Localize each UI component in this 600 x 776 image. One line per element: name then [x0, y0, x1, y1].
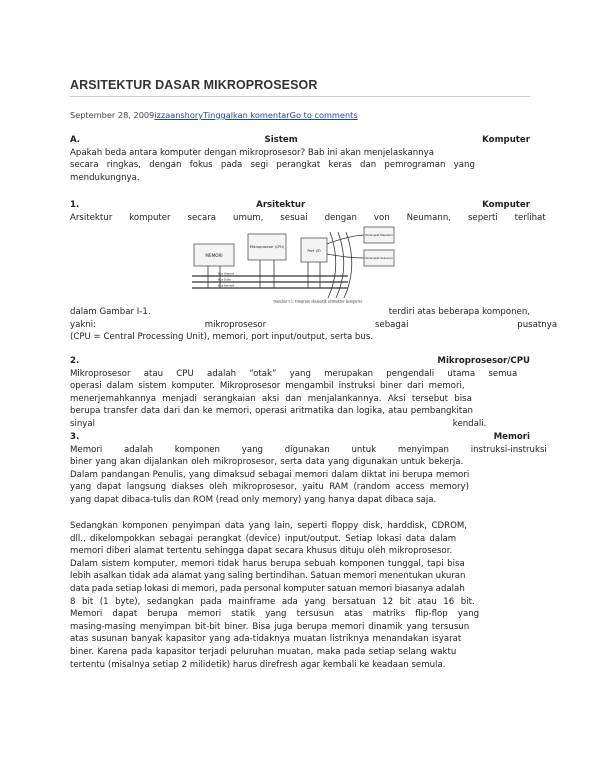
paragraph-line: biner yang akan dijalankan oleh mikroprosesor, serta data yang digunakan untuk bekerja. [70, 457, 464, 468]
paragraph-line: yang dapat langsung diakses oleh mikroprosesor, yaitu RAM (random access memory) [70, 482, 470, 493]
section-a-heading-word1: Sistem [264, 135, 298, 145]
paragraph-line: atas susunan banyak kapasitor yang ada-tidaknya muatan listriknya menandakan isyarat [70, 634, 462, 645]
address-bus-label: Bus Alamat [218, 271, 234, 276]
paragraph-line: dll., dikelompokkan sebagai perangkat (device) input/output. Setiap lokasi data dalam [70, 533, 457, 544]
title-divider [70, 96, 530, 97]
paragraph-line: data pada setiap lokasi di memori, pada personal komputer satuan memori biasanya adalah [70, 583, 465, 594]
leave-comment-link[interactable]: Tinggalkan komentar [203, 110, 290, 120]
section-3-heading-word: Memori [493, 432, 530, 442]
section-2 [70, 355, 530, 431]
paragraph-line: yakni: mikroprosesor sebagai pusatnya [70, 319, 558, 330]
paragraph-line: Sedangkan komponen penyimpan data yang lain, seperti floppy disk, harddisk, CDROM, [70, 521, 468, 531]
paragraph-line: Dalam pandangan Penulis, yang dimaksud sebagai memori dalam diktat ini berupa memori [70, 469, 470, 480]
input-device-label: Perangkat Masukan [365, 233, 393, 237]
control-bus-label: Bus Kendali [218, 283, 235, 288]
port-box-label: Port I/O [307, 249, 321, 253]
section-2-number: 2. [70, 356, 80, 366]
paragraph-line: Memori adalah komponen yang digunakan untuk menyimpan instruksi-instruksi [70, 444, 547, 455]
paragraph-line: menerjemahkannya menjadi serangkaian aksi dan menjalankannya. Aksi tersebut bisa [70, 393, 472, 404]
memori-box-label: MEMORI [205, 253, 223, 258]
paragraph-line: Dalam sistem komputer, memori tidak harus berupa sebuah komponen tunggal, tapi bisa [70, 558, 465, 569]
paragraph-line: mendukungnya. [70, 172, 140, 183]
data-bus-label: Bus Data [218, 277, 231, 282]
paragraph-line: secara ringkas, dengan fokus pada segi perangkat keras dan pemrograman yang [70, 160, 475, 171]
author-link[interactable]: izzaanshory [154, 110, 204, 120]
architecture-diagram [188, 224, 448, 304]
section-1-heading [70, 199, 530, 212]
section-a [70, 134, 530, 184]
paragraph-line: 8 bit (1 byte), sedangkan pada mainframe ada yang bersatuan 12 bit atau 16 bit. [70, 596, 475, 607]
paragraph-line: operasi dalam sistem komputer. Mikroprosesor mengambil instruksi biner dari memori, [70, 381, 465, 392]
paragraph-line: memori diberi alamat tertentu sehingga dapat secara khusus dituju oleh mikroprosesor. [70, 546, 453, 557]
paragraph-line: yang dapat dibaca-tulis dan ROM (read only memory) yang hanya dapat dibaca saja. [70, 494, 437, 505]
paragraph-line: masing-masing menyimpan bit-bit biner. Bisa juga berupa memori dinamik yang tersusun [70, 621, 470, 632]
cpu-box-label: Mikroprosesor (CPU) [249, 245, 285, 249]
paragraph-line: tertentu (misalnya setiap 2 milidetik) harus direfresh agar kembali ke keadaan semula. [70, 659, 446, 670]
section-1-number: 1. [70, 200, 80, 210]
paragraph-line: Mikroprosesor atau CPU adalah “otak” yang merupakan pengendali utama semua [70, 368, 518, 379]
paragraph-line: Memori dapat berupa memori statik yang tersusun atas matriks flip-flop yang [70, 609, 480, 620]
output-device-label: Perangkat Keluaran [365, 256, 393, 260]
paragraph-line: Arsitektur komputer secara umum, sesuai dengan von Neumann, seperti terlihat [70, 212, 546, 223]
paragraph-4 [70, 520, 530, 671]
paragraph-line: Apakah beda antara komputer dengan mikroprosesor? Bab ini akan menjelaskannya [70, 147, 434, 158]
go-to-comments-link[interactable]: Go to comments [289, 110, 358, 120]
post-date: September 28, 2009 [70, 110, 155, 120]
line-part-right: terdiri atas beberapa komponen, [388, 307, 530, 317]
section-3-heading [70, 431, 530, 444]
section-2-heading-word: Mikroprosesor/CPU [437, 356, 530, 366]
paragraph-line: biner. Karena pada kapasitor terjadi peluruhan muatan, maka pada setiap selang waktu [70, 646, 457, 657]
section-2-heading [70, 355, 530, 368]
section-a-heading [70, 134, 530, 147]
section-1-heading-word1: Arsitektur [256, 200, 306, 210]
paragraph-line: berupa transfer data dari dan ke memori, operasi aritmatika dan logika, atau pembangkitan [70, 406, 473, 417]
figure-caption: Gambar I-1. Diagram skematik arsitektur komputer [273, 299, 363, 304]
section-1-heading-word2: Komputer [482, 200, 530, 210]
section-3-number: 3. [70, 432, 80, 442]
paragraph-line: lebih asalkan tidak ada alamat yang saling bertindihan. Satuan memori menentukan ukuran [70, 571, 466, 582]
paragraph-line: sinyal kendali. [70, 418, 487, 429]
section-a-heading-word2: Komputer [482, 135, 530, 145]
line-part-left: dalam Gambar I-1. [70, 307, 151, 317]
paragraph-line [70, 306, 530, 319]
section-3 [70, 431, 547, 507]
page-title: ARSITEKTUR DASAR MIKROPROSESOR [70, 78, 318, 92]
section-1-continued [70, 306, 558, 344]
post-meta [70, 110, 358, 120]
paragraph-line: (CPU = Central Processing Unit), memori, port input/output, serta bus. [70, 332, 374, 343]
section-a-number: A. [70, 135, 81, 145]
section-1 [70, 199, 546, 224]
